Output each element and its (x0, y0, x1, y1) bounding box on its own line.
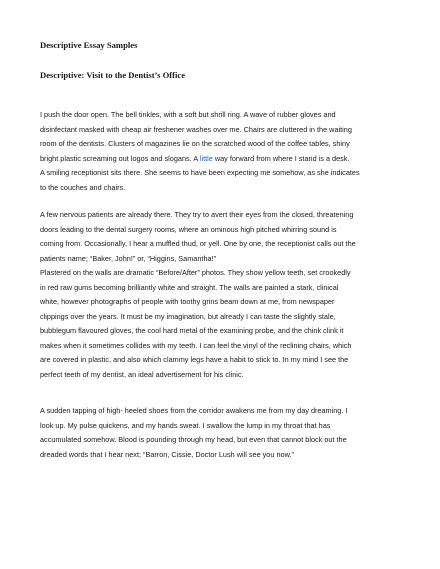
paragraph-line: A smiling receptionist sits there. She seems to have been expecting me somehow, as she indicates (40, 168, 360, 177)
document-subtitle: Descriptive: Visit to the Dentist’s Office (40, 70, 186, 80)
paragraph-line: are covered in plastic, and also which clammy legs have a habit to stick to. In my mind I see the (40, 355, 349, 364)
text-run: way forward from where I stand is a desk. (212, 153, 350, 163)
paragraph-line: to the couches and chairs. (40, 182, 126, 192)
paragraph-line: A sudden tapping of high- heeled shoes from the corridor awakens me from my day dreaming. I (40, 406, 348, 415)
paragraph-line: bubblegum flavoured gloves, the cool hard metal of the examining probe, and the chink clink it (40, 326, 344, 335)
paragraph-line: dreaded words that I hear next; “Barron, Cissie, Doctor Lush will see you now.” (40, 449, 294, 459)
paragraph-2 (40, 208, 406, 382)
document-title: Descriptive Essay Samples (40, 40, 138, 50)
paragraph-line: look up. My pulse quickens, and my hands sweat. I swallow the lump in my throat that has (40, 420, 331, 430)
paragraph-1 (40, 108, 406, 195)
text-run: bright plastic screaming out logos and slogans. A (40, 153, 200, 163)
paragraph-line: patients name; “Baker, John!” or, “Higgins, Samantha!” (40, 253, 217, 263)
paragraph-3 (40, 404, 406, 462)
paragraph-line: disinfectant masked with cheap air freshener washes over me. Chairs are cluttered in the waiting (40, 124, 352, 134)
paragraph-line: Plastered on the walls are dramatic “Before/After” photos. They show yellow teeth, set crookedly (40, 268, 351, 277)
paragraph-line: in red raw gums becoming brilliantly white and straight. The walls are painted a stark, clinical (40, 282, 339, 292)
paragraph-line: white, however photographs of people with toothy grins beam down at me, from newspaper (40, 297, 335, 306)
paragraph-line: clippings over the years. It must be my imagination, but already I can taste the slightly stale, (40, 311, 336, 321)
paragraph-line: doors leading to the dental surgery rooms, where an ominous high pitched whirring sound is (40, 224, 337, 234)
little-link[interactable]: little (199, 153, 213, 163)
paragraph-line: accumulated somehow. Blood is pounding through my head, but even that cannot block out the (40, 435, 347, 444)
paragraph-line: makes when it sometimes collides with my teeth. I can feel the vinyl of the reclining chairs, which (40, 340, 352, 350)
paragraph-line: room of the dentists. Clusters of magazines lie on the scratched wood of the coffee tables, shiny (40, 139, 350, 148)
paragraph-line: I push the door open. The bell tinkles, with a soft but shrill ring. A wave of rubber gloves and (40, 110, 336, 119)
paragraph-line: coming from. Occasionally, I hear a muffled thud, or yell. One by one, the receptionist calls out the (40, 239, 356, 248)
paragraph-line: A few nervous patients are already there. They try to avert their eyes from the closed, threatening (40, 210, 354, 219)
paragraph-line (40, 152, 406, 167)
paragraph-line: perfect teeth of my dentist, an ideal advertisement for his clinic. (40, 369, 244, 379)
